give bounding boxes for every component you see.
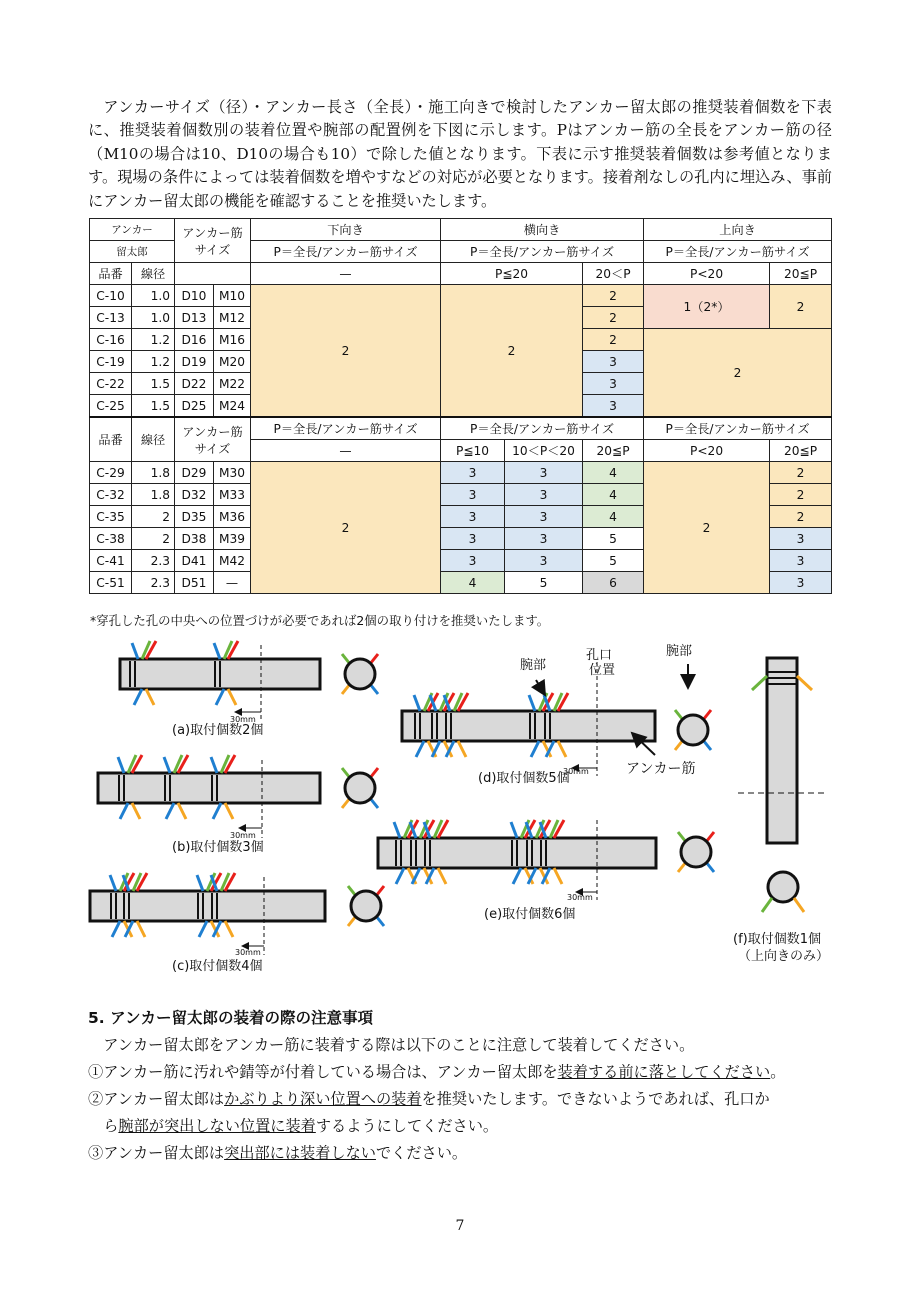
rebar-bar [98, 773, 320, 803]
rebar-section-circle [351, 891, 381, 921]
page-number: 7 [455, 1218, 465, 1234]
h-up: 上向き [644, 219, 832, 241]
dim-d: 30mm [563, 767, 589, 776]
arm-blue [394, 822, 400, 838]
rebar-section-circle [345, 773, 375, 803]
s3: 4 [583, 462, 644, 484]
side2-value: 3 [583, 395, 644, 418]
u2: 2 [770, 462, 832, 484]
row-m: M10 [214, 285, 251, 307]
down-value: 2 [251, 462, 441, 594]
label-hole2: 位置 [589, 663, 616, 678]
arm-blue [197, 875, 203, 891]
label-arm2: 腕部 [666, 644, 693, 659]
item-3: ③アンカー留太郎は突出部には装着しないでください。 [88, 1144, 468, 1162]
arm-blue [132, 643, 138, 659]
s3: 5 [583, 528, 644, 550]
p-20le: 20≦P [770, 440, 832, 462]
rebar-section-circle [345, 659, 375, 689]
s1: 3 [441, 550, 505, 572]
row-code: C-16 [90, 329, 132, 351]
arm-blue [211, 757, 217, 773]
row-code: C-29 [90, 462, 132, 484]
rebar-section-circle [681, 837, 711, 867]
h-p: P＝全長/アンカー筋サイズ [441, 241, 644, 263]
row-d: D38 [175, 528, 214, 550]
s2: 3 [505, 484, 583, 506]
caption-d: (d)取付個数5個 [478, 771, 570, 786]
caption-f2: （上向きのみ） [738, 949, 830, 964]
up-value-a: 1（2*） [644, 285, 770, 329]
row-m: M22 [214, 373, 251, 395]
arm-blue [216, 689, 224, 705]
arm-blue [414, 695, 420, 711]
row-d: D32 [175, 484, 214, 506]
arm-blue [214, 643, 220, 659]
row-dia: 1.5 [132, 373, 175, 395]
arm-yellow [146, 689, 154, 705]
h-dia: 線径 [132, 263, 175, 285]
s1: 4 [441, 572, 505, 594]
s3: 5 [583, 550, 644, 572]
p-le20: P≦20 [441, 263, 583, 285]
arm-blue [199, 921, 207, 937]
s3: 6 [583, 572, 644, 594]
p-10-20: 10＜P＜20 [505, 440, 583, 462]
rebar-section-circle [678, 715, 708, 745]
h-p: P＝全長/アンカー筋サイズ [644, 241, 832, 263]
p-20lt: 20＜P [583, 263, 644, 285]
row-m: M36 [214, 506, 251, 528]
p-le10: P≦10 [441, 440, 505, 462]
arm-blue [511, 822, 517, 838]
row-d: D22 [175, 373, 214, 395]
row-code: C-13 [90, 307, 132, 329]
down-value: 2 [251, 285, 441, 418]
h-side: 横向き [441, 219, 644, 241]
caption-b: (b)取付個数3個 [172, 840, 264, 855]
dim-b: 30mm [230, 831, 256, 840]
arm-blue [531, 741, 539, 757]
up-value-c: 2 [644, 329, 832, 418]
row-d: D10 [175, 285, 214, 307]
row-dia: 2.3 [132, 550, 175, 572]
arm-blue [213, 803, 221, 819]
section-5 [88, 1006, 848, 1167]
arm-yellow [225, 921, 233, 937]
h-dash: — [251, 263, 441, 285]
row-m: M39 [214, 528, 251, 550]
u2: 3 [770, 528, 832, 550]
h-p: P＝全長/アンカー筋サイズ [251, 417, 441, 440]
arm-yellow [554, 868, 562, 884]
row-code: C-10 [90, 285, 132, 307]
up-value: 2 [644, 462, 770, 594]
arm-blue [164, 757, 170, 773]
rebar-section-circle [768, 872, 798, 902]
p-lt20: P<20 [644, 440, 770, 462]
label-arm: 腕部 [520, 658, 547, 673]
s3: 4 [583, 506, 644, 528]
p-lt20: P<20 [644, 263, 770, 285]
row-dia: 2 [132, 506, 175, 528]
row-m: M30 [214, 462, 251, 484]
arm-blue [110, 875, 116, 891]
arm-blue [513, 868, 521, 884]
row-dia: 1.8 [132, 484, 175, 506]
s2: 3 [505, 550, 583, 572]
arm-green [752, 676, 767, 690]
row-code: C-35 [90, 506, 132, 528]
row-code: C-38 [90, 528, 132, 550]
s1: 3 [441, 528, 505, 550]
s2: 3 [505, 506, 583, 528]
u2: 3 [770, 550, 832, 572]
p-20le: 20≦P [770, 263, 832, 285]
u2: 2 [770, 484, 832, 506]
arm-yellow [178, 803, 186, 819]
row-dia: 1.5 [132, 395, 175, 418]
dim-a: 30mm [230, 715, 256, 724]
arm-yellow [438, 868, 446, 884]
arm-yellow [225, 803, 233, 819]
arm-pointer [536, 680, 545, 695]
table-note: *穿孔した孔の中央への位置づけが必要であれば2個の取り付けを推奨いたします。 [90, 613, 550, 628]
u2: 3 [770, 572, 832, 594]
s2: 3 [505, 528, 583, 550]
row-d: D51 [175, 572, 214, 594]
row-code: C-41 [90, 550, 132, 572]
row-dia: 1.0 [132, 307, 175, 329]
side-value: 2 [441, 285, 583, 418]
item-2: ②アンカー留太郎はかぶりより深い位置への装着を推奨いたします。できないようであれば、孔口か [88, 1090, 770, 1108]
arm-yellow [132, 803, 140, 819]
rebar-bar-vertical [767, 658, 797, 843]
arm-blue [416, 741, 424, 757]
row-code: C-32 [90, 484, 132, 506]
row-m: M42 [214, 550, 251, 572]
row-dia: 2 [132, 528, 175, 550]
arm-blue [166, 803, 174, 819]
arm-yellow [137, 921, 145, 937]
row-m: M12 [214, 307, 251, 329]
row-d: D41 [175, 550, 214, 572]
h-item: 品番 [90, 417, 132, 462]
row-dia: 1.2 [132, 329, 175, 351]
rebar-bar [402, 711, 655, 741]
h-p: P＝全長/アンカー筋サイズ [251, 241, 441, 263]
s2: 5 [505, 572, 583, 594]
row-d: D13 [175, 307, 214, 329]
dim-e: 30mm [567, 893, 593, 902]
section-title: 5. アンカー留太郎の装着の際の注意事項 [88, 1009, 373, 1027]
arm-blue [529, 695, 535, 711]
arm-yellow [794, 898, 804, 912]
row-m: M16 [214, 329, 251, 351]
row-dia: 2.3 [132, 572, 175, 594]
arm-yellow [228, 689, 236, 705]
s3: 4 [583, 484, 644, 506]
row-code: C-22 [90, 373, 132, 395]
h-rebar: アンカー筋 サイズ [175, 417, 251, 462]
caption-a: (a)取付個数2個 [172, 723, 264, 738]
label-rebar: アンカー筋 [626, 761, 696, 777]
label-hole1: 孔口 [586, 648, 613, 663]
arm-green [762, 898, 772, 912]
row-code: C-19 [90, 351, 132, 373]
side2-value: 3 [583, 351, 644, 373]
s1: 3 [441, 506, 505, 528]
u2: 2 [770, 506, 832, 528]
h-anchor2: 留太郎 [90, 241, 175, 263]
s1: 3 [441, 484, 505, 506]
up-value-b: 2 [770, 285, 832, 329]
side2-value: 2 [583, 307, 644, 329]
h-p: P＝全長/アンカー筋サイズ [644, 417, 832, 440]
row-d: D25 [175, 395, 214, 418]
row-m: M20 [214, 351, 251, 373]
side2-value: 2 [583, 329, 644, 351]
section-lead: アンカー留太郎をアンカー筋に装着する際は以下のことに注意して装着してください。 [103, 1036, 695, 1054]
arm-blue [396, 868, 404, 884]
row-dia: 1.0 [132, 285, 175, 307]
arm-blue [134, 689, 142, 705]
row-dia: 1.8 [132, 462, 175, 484]
arm-yellow [458, 741, 466, 757]
s2: 3 [505, 462, 583, 484]
row-dia: 1.2 [132, 351, 175, 373]
row-m: M33 [214, 484, 251, 506]
row-m: — [214, 572, 251, 594]
h-anchor1: アンカー [90, 219, 175, 241]
caption-f1: (f)取付個数1個 [733, 932, 821, 947]
h-dia: 線径 [132, 417, 175, 462]
h-dash: — [251, 440, 441, 462]
s1: 3 [441, 462, 505, 484]
arm-yellow [558, 741, 566, 757]
p-20leP: 20≦P [583, 440, 644, 462]
arm-blue [112, 921, 120, 937]
row-code: C-25 [90, 395, 132, 418]
intro-paragraph: アンカーサイズ（径）・アンカー長さ（全長）・施工向きで検討したアンカー留太郎の推奨装着個数を下表に、推奨装着個数別の装着位置や腕部の配置例を下図に示します。Pはアンカー筋の全長をアンカー筋の径（M10の場合は10、D10の場合も10）で除した値となります。下表に示す推奨装着個数は参考値となります。現場の条件によっては装着個数を増やすなどの対応が必要となります。接着剤なしの孔内に埋込み、事前にアンカー留太郎の機能を確認することを推奨いたします。 [88, 98, 832, 210]
row-m: M24 [214, 395, 251, 418]
h-item: 品番 [90, 263, 132, 285]
h-down: 下向き [251, 219, 441, 241]
rebar-bar [90, 891, 325, 921]
arm-blue [118, 757, 124, 773]
h-rebar: アンカー筋 サイズ [175, 219, 251, 263]
side2-value: 3 [583, 373, 644, 395]
arm-blue [120, 803, 128, 819]
item-2-cont: ら腕部が突出しない位置に装着するようにしてください。 [103, 1117, 499, 1135]
side2-value: 2 [583, 285, 644, 307]
row-d: D29 [175, 462, 214, 484]
caption-e: (e)取付個数6個 [484, 907, 576, 922]
row-d: D16 [175, 329, 214, 351]
arm-yellow [797, 676, 812, 690]
h-p: P＝全長/アンカー筋サイズ [441, 417, 644, 440]
row-code: C-51 [90, 572, 132, 594]
caption-c: (c)取付個数4個 [172, 959, 263, 974]
dim-c: 30mm [235, 948, 261, 957]
item-1: ①アンカー筋に汚れや錆等が付着している場合は、アンカー留太郎を装着する前に落としてください。 [88, 1063, 786, 1081]
row-d: D19 [175, 351, 214, 373]
row-d: D35 [175, 506, 214, 528]
